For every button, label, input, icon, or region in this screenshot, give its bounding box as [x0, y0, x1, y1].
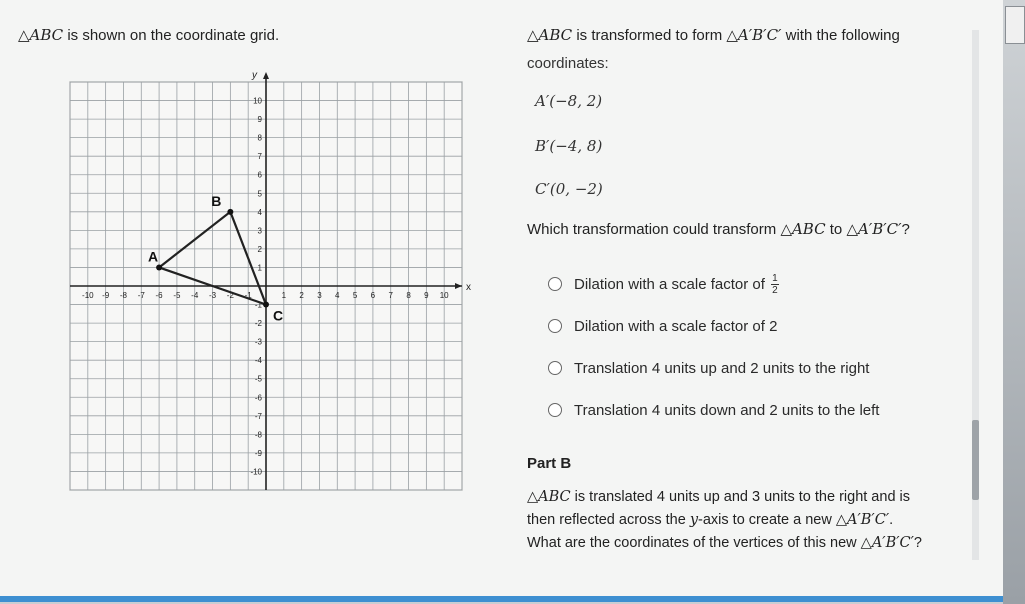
- part-b-question-triangle: △A′B′C′: [860, 535, 914, 551]
- y-tick-label: -9: [254, 448, 262, 458]
- vertex-label-c: C: [272, 307, 284, 324]
- part-b-line-3: [527, 532, 967, 555]
- window-tab: [1005, 6, 1025, 44]
- option-label: Translation 4 units up and 2 units to the right: [574, 359, 870, 377]
- y-tick-label: -1: [254, 300, 262, 310]
- part-b-line-2: [527, 509, 967, 532]
- y-tick-label: 9: [257, 115, 262, 125]
- vertex-label-b: B: [211, 192, 222, 209]
- x-tick-label: -2: [226, 291, 234, 300]
- x-tick-label: -4: [191, 291, 199, 300]
- y-tick-label: -2: [254, 319, 262, 329]
- y-tick-label: 3: [257, 226, 262, 236]
- prompt-to-word: to: [825, 221, 847, 238]
- coordinate-a-prime: A′(−8, 2): [535, 92, 603, 110]
- y-tick-label: -5: [254, 374, 262, 384]
- y-tick-label: 7: [257, 152, 262, 162]
- vertex-label-a: A: [148, 248, 159, 265]
- y-tick-label: 10: [253, 96, 262, 106]
- x-tick-label: -8: [119, 291, 128, 300]
- option-translation-up-right[interactable]: [548, 356, 869, 380]
- part-b-text-3: What are the coordinates of the vertices of this new: [527, 535, 861, 551]
- question-tail: with the following: [781, 27, 900, 44]
- x-tick-label: -3: [208, 291, 217, 300]
- prompt-text: Which transformation could transform: [527, 221, 781, 238]
- radio-button[interactable]: [548, 361, 562, 375]
- y-axis-label: y: [252, 70, 257, 81]
- part-b-line-1: [527, 486, 967, 509]
- coordinate-grid: [62, 64, 472, 496]
- part-b-text-2b: -axis to create a new: [698, 512, 836, 528]
- fraction-denominator: 2: [772, 284, 778, 296]
- option-dilation-half[interactable]: [548, 272, 779, 296]
- x-tick-label: 4: [335, 291, 340, 300]
- scrollbar-thumb[interactable]: [972, 420, 979, 500]
- question-line-1: [527, 26, 900, 44]
- x-tick-label: 7: [388, 291, 393, 300]
- radio-button[interactable]: [548, 319, 562, 333]
- y-tick-label: 8: [257, 133, 262, 143]
- coordinate-c-prime: C′(0, −2): [535, 180, 603, 198]
- part-b-text-2a: then reflected across the: [527, 512, 690, 528]
- radio-button[interactable]: [548, 403, 562, 417]
- part-b-axis: y: [689, 512, 699, 528]
- x-tick-label: -9: [102, 291, 110, 300]
- y-tick-label: -6: [254, 393, 262, 403]
- prompt-end: ?: [901, 221, 910, 238]
- x-tick-label: 1: [281, 291, 287, 300]
- prompt-to-triangle: △A′B′C′: [846, 220, 902, 238]
- vertex-point-a: [156, 264, 162, 270]
- y-tick-label: 2: [257, 244, 262, 254]
- option-dilation-two[interactable]: [548, 314, 777, 338]
- coordinate-b-prime: B′(−4, 8): [535, 137, 603, 155]
- y-tick-label: 6: [257, 170, 262, 180]
- intro-text: [18, 26, 279, 44]
- x-tick-label: 2: [299, 291, 304, 300]
- prompt-from-triangle: △ABC: [780, 220, 826, 238]
- prompt-line: [527, 220, 910, 238]
- question-target-triangle: △A′B′C′: [726, 26, 782, 44]
- option-translation-down-left[interactable]: [548, 398, 879, 422]
- y-tick-label: -3: [254, 337, 262, 347]
- option-label: Translation 4 units down and 2 units to the left: [574, 401, 880, 419]
- fraction-numerator: 1: [772, 272, 778, 284]
- x-tick-label: 3: [317, 291, 322, 300]
- question-text: is transformed to form: [572, 27, 727, 44]
- triangle-abc-label: △ABC: [18, 26, 64, 44]
- x-tick-label: -7: [137, 291, 145, 300]
- y-tick-label: -10: [250, 467, 262, 477]
- x-tick-label: -10: [82, 291, 94, 300]
- x-tick-label: -1: [244, 291, 252, 300]
- part-b-text-2-end: .: [889, 512, 894, 528]
- window-edge: [1003, 0, 1025, 604]
- x-tick-label: 10: [439, 291, 449, 300]
- part-b-heading: Part B: [527, 455, 572, 472]
- y-tick-label: 5: [257, 189, 262, 199]
- option-label: Dilation with a scale factor of 2: [574, 317, 778, 335]
- x-tick-label: 6: [370, 291, 376, 300]
- y-tick-label: 4: [257, 207, 262, 217]
- vertex-point-b: [227, 209, 233, 215]
- x-tick-label: -6: [155, 291, 163, 300]
- x-tick-label: 9: [424, 291, 429, 300]
- x-tick-label: 5: [352, 291, 358, 300]
- question-line-2: coordinates:: [527, 55, 609, 72]
- x-tick-label: 8: [406, 291, 411, 300]
- x-tick-label: -5: [173, 291, 181, 300]
- part-b-triangle: △ABC: [527, 489, 571, 505]
- vertex-point-c: [263, 302, 269, 308]
- part-b-text-3-end: ?: [913, 535, 922, 551]
- y-tick-label: -7: [254, 411, 262, 421]
- y-tick-label: 1: [257, 263, 262, 273]
- question-triangle: △ABC: [527, 26, 573, 44]
- y-tick-label: -8: [254, 430, 262, 440]
- part-b-text-1: is translated 4 units up and 3 units to the right and is: [570, 489, 911, 505]
- y-axis-arrow: [263, 72, 269, 79]
- option-label: Dilation with a scale factor of: [574, 275, 765, 293]
- part-b-new-triangle: △A′B′C′: [835, 512, 890, 528]
- radio-button[interactable]: [548, 277, 562, 291]
- y-tick-label: -4: [254, 356, 262, 366]
- intro-sentence: is shown on the coordinate grid.: [63, 27, 280, 44]
- x-axis-label: x: [466, 282, 471, 293]
- fraction-one-half: [771, 273, 779, 296]
